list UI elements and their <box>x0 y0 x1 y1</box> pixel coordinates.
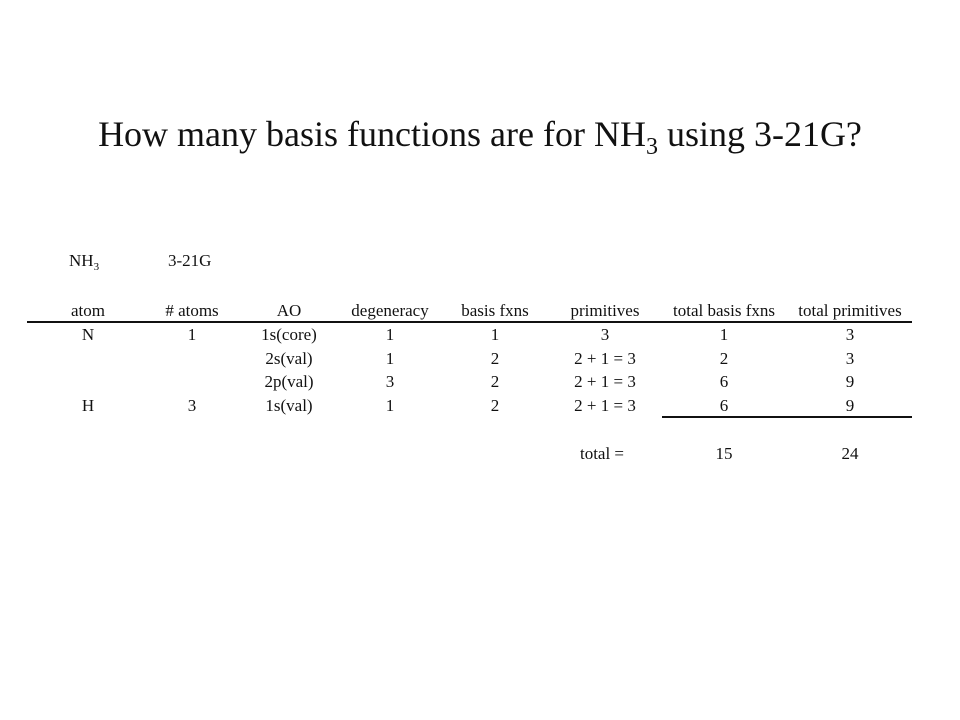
row3-basis-fxns: 2 <box>490 372 500 391</box>
header-atom: atom <box>71 301 105 320</box>
title-subscript: 3 <box>645 134 658 160</box>
row3-total-basis-fxns: 6 <box>719 372 729 391</box>
total-basis-fxns-value: 15 <box>715 444 733 463</box>
header-num-atoms: # atoms <box>165 301 219 320</box>
molecule-subscript: 3 <box>93 261 100 273</box>
header-total-basis-fxns: total basis fxns <box>673 301 775 320</box>
row4-total-basis-fxns: 6 <box>719 396 729 415</box>
row2-ao: 2s(val) <box>265 349 313 368</box>
header-total-primitives: total primitives <box>798 301 902 320</box>
molecule-name: NH <box>69 251 94 270</box>
header-rule <box>27 321 912 323</box>
row3-ao: 2p(val) <box>264 372 314 391</box>
total-primitives-value: 24 <box>841 444 859 463</box>
header-degeneracy: degeneracy <box>351 301 429 320</box>
molecule-label <box>69 251 99 271</box>
row4-total-primitives: 9 <box>845 396 855 415</box>
sum-rule <box>662 416 912 418</box>
row1-degeneracy: 1 <box>385 325 395 344</box>
row2-primitives: 2 + 1 = 3 <box>574 349 636 368</box>
row4-atom: H <box>81 396 95 415</box>
row1-basis-fxns: 1 <box>490 325 500 344</box>
slide-title <box>0 112 960 160</box>
row2-total-basis-fxns: 2 <box>719 349 729 368</box>
row4-ao: 1s(val) <box>265 396 313 415</box>
row1-num-atoms: 1 <box>187 325 197 344</box>
row2-degeneracy: 1 <box>385 349 395 368</box>
row3-total-primitives: 9 <box>845 372 855 391</box>
basis-set-label: 3-21G <box>168 251 212 270</box>
row1-total-basis-fxns: 1 <box>719 325 729 344</box>
row4-num-atoms: 3 <box>187 396 197 415</box>
row3-primitives: 2 + 1 = 3 <box>574 372 636 391</box>
row2-total-primitives: 3 <box>845 349 855 368</box>
title-suffix: using 3-21G? <box>657 114 862 154</box>
row2-basis-fxns: 2 <box>490 349 500 368</box>
row1-total-primitives: 3 <box>845 325 855 344</box>
title-prefix: How many basis functions are for NH <box>98 114 646 154</box>
header-ao: AO <box>276 301 302 320</box>
header-basis-fxns: basis fxns <box>461 301 529 320</box>
row1-primitives: 3 <box>600 325 610 344</box>
row4-primitives: 2 + 1 = 3 <box>574 396 636 415</box>
total-label: total = <box>579 444 625 463</box>
header-primitives: primitives <box>570 301 640 320</box>
row3-degeneracy: 3 <box>385 372 395 391</box>
row4-basis-fxns: 2 <box>490 396 500 415</box>
row4-degeneracy: 1 <box>385 396 395 415</box>
row1-atom: N <box>81 325 95 344</box>
row1-ao: 1s(core) <box>261 325 317 344</box>
